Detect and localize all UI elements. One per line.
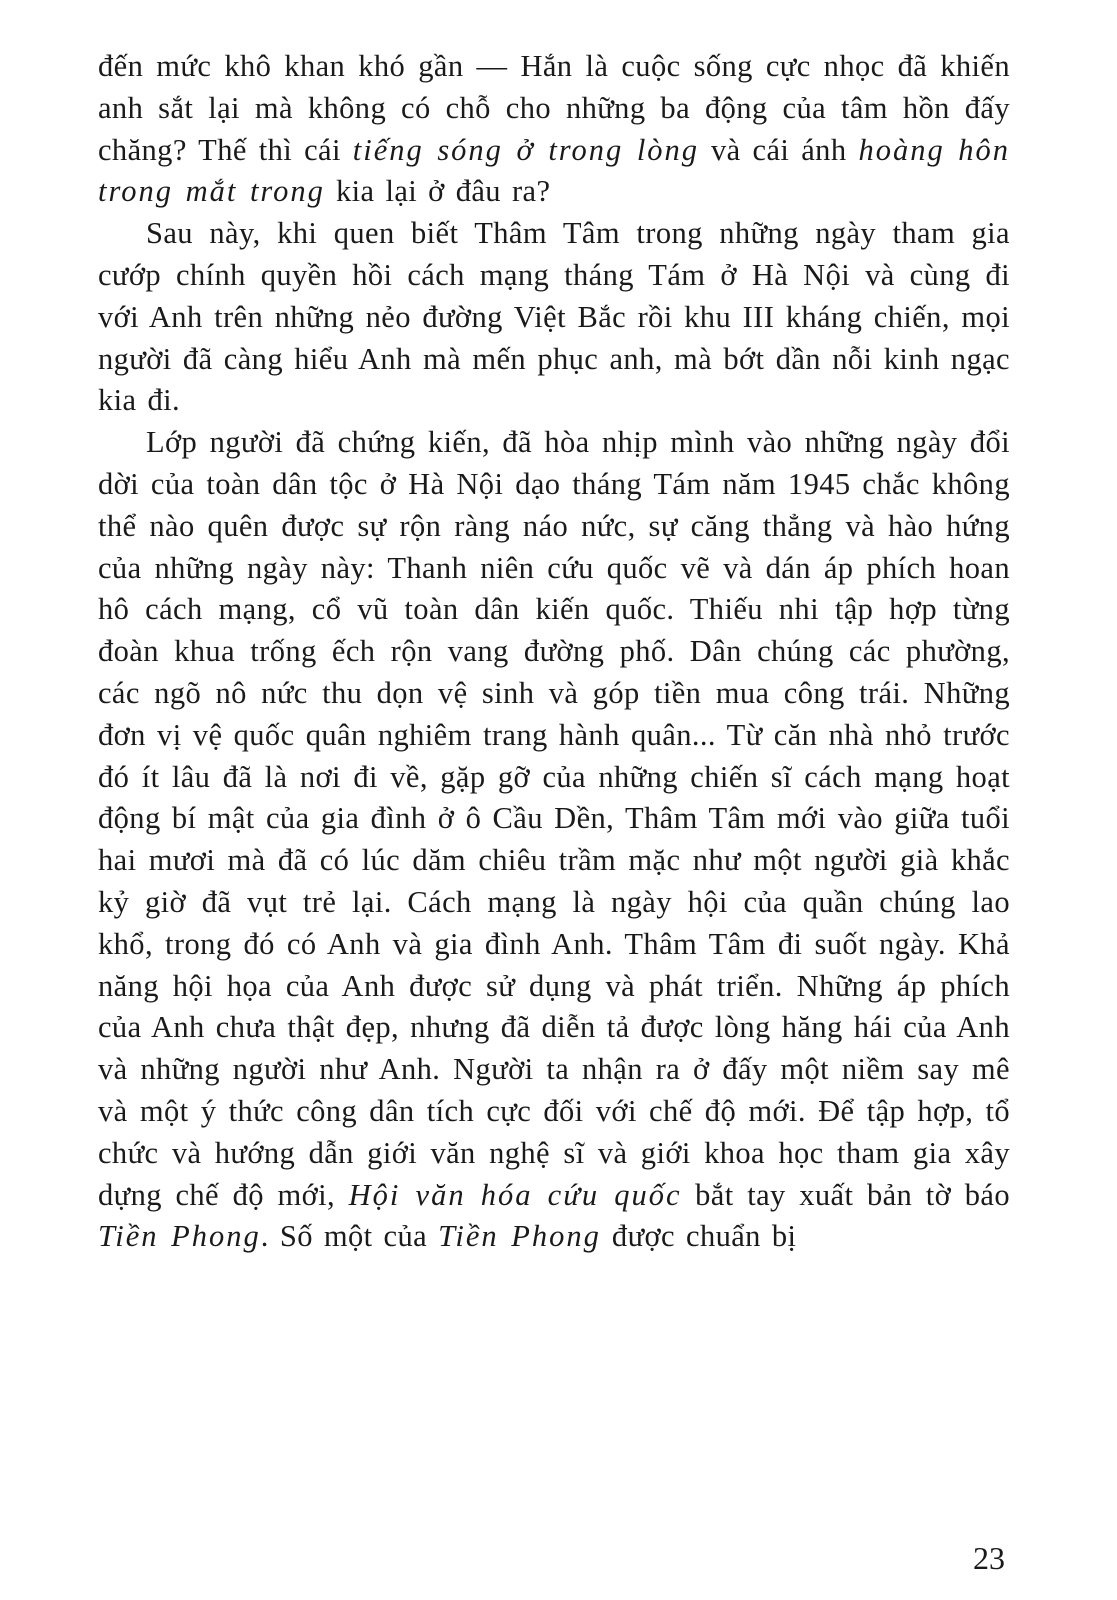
p1-text-3: kia lại ở đâu ra?: [324, 174, 551, 209]
page-body: [98, 46, 1010, 1258]
p2-text-1: Sau này, khi quen biết Thâm Tâm trong những ngày tham gia cướp chính quyền hồi cách mạng tháng Tám ở Hà Nội và cùng đi với Anh trên những nẻo đường Việt Bắc rồi khu III kháng chiến, mọi người đã càng hiểu Anh mà mến phục anh, mà bớt dần nỗi kinh ngạc kia đi.: [98, 216, 1010, 418]
p3-italic-tien-phong-1: Tiền Phong: [98, 1219, 261, 1254]
page-number: 23: [973, 1540, 1005, 1576]
p3-text-4: được chuẩn bị: [600, 1219, 797, 1254]
paragraph-1: [98, 46, 1010, 213]
p1-italic-hoang-hon: hoàng hôn trong mắt trong: [98, 132, 1011, 209]
p3-text-3: . Số một của: [260, 1219, 439, 1254]
paragraph-3: [98, 422, 1010, 1258]
p1-text-2: và cái ánh: [699, 132, 859, 167]
p3-italic-tien-phong-2: Tiền Phong: [438, 1219, 601, 1254]
p1-text-1: đến mức khô khan khó gần — Hắn là cuộc sống cực nhọc đã khiến anh sắt lại mà không có chỗ cho những ba động của tâm hồn đấy chăng? Thế thì cái: [98, 49, 1010, 167]
p3-italic-hoi-van-hoa: Hội văn hóa cứu quốc: [348, 1177, 682, 1212]
p1-italic-tieng-song: tiếng sóng ở trong lòng: [352, 132, 700, 167]
p3-text-1: Lớp người đã chứng kiến, đã hòa nhịp mình vào những ngày đổi dời của toàn dân tộc ở Hà Nội dạo tháng Tám năm 1945 chắc không thể nào quên được sự rộn ràng náo nức, sự căng thẳng và hào hứng của những ngày này: Thanh niên cứu quốc vẽ và dán áp phích hoan hô cách mạng, cổ vũ toàn dân kiến quốc. Thiếu nhi tập hợp từng đoàn khua trống ếch rộn vang đường phố. Dân chúng các phường, các ngõ nô nức thu dọn vệ sinh và góp tiền mua công trái. Những đơn vị vệ quốc quân nghiêm trang hành quân... Từ căn nhà nhỏ trước đó ít lâu đã là nơi đi về, gặp gỡ của những chiến sĩ cách mạng hoạt động bí mật của gia đình ở ô Cầu Dền, Thâm Tâm mới vào giữa tuổi hai mươi mà đã có lúc dăm chiêu trầm mặc như một người già khắc kỷ giờ đã vụt trẻ lại. Cách mạng là ngày hội của quần chúng lao khổ, trong đó có Anh và gia đình Anh. Thâm Tâm đi suốt ngày. Khả năng hội họa của Anh được sử dụng và phát triển. Những áp phích của Anh chưa thật đẹp, nhưng đã diễn tả được lòng hăng hái của Anh và những người như Anh. Người ta nhận ra ở đấy một niềm say mê và một ý thức công dân tích cực đối với chế độ mới. Để tập hợp, tổ chức và hướng dẫn giới văn nghệ sĩ và giới khoa học tham gia xây dựng chế độ mới,: [98, 425, 1010, 1212]
p3-text-2: bắt tay xuất bản tờ báo: [681, 1177, 1010, 1212]
paragraph-2: [98, 213, 1010, 422]
